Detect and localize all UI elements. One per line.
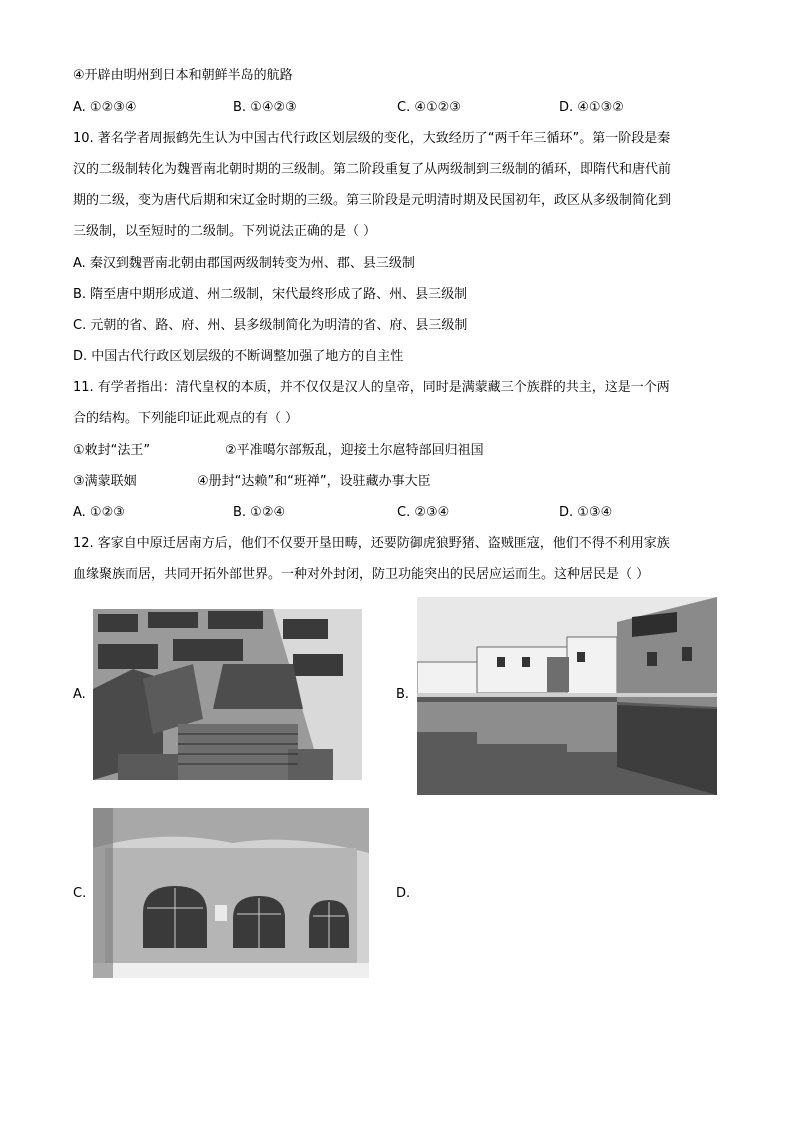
q12-stem-line-2: 血缘聚族而居，共同开拓外部世界。一种对外封闭，防卫功能突出的民居应运而生。这种居民是（ ） [73, 567, 650, 582]
q10-option-d[interactable]: D. 中国古代行政区划层级的不断调整加强了地方的自主性 [73, 349, 404, 364]
q9-option-b[interactable]: B. ①④②③ [233, 100, 297, 115]
q10-option-c[interactable]: C. 元朝的省、路、府、州、县多级制简化为明清的省、府、县三级制 [73, 318, 468, 333]
q11-stem-line-1: 11. 有学者指出：清代皇权的本质，并不仅仅是汉人的皇帝，同时是满蒙藏三个族群的共主，这是一个两 [73, 380, 670, 395]
q11-item-2: ②平准噶尔部叛乱，迎接土尔扈特部回归祖国 [225, 443, 484, 458]
q12-option-b-label[interactable]: B. [396, 687, 410, 702]
q12-option-d-label[interactable]: D. [396, 886, 411, 901]
q10-stem-line-3: 期的二级，变为唐代后期和宋辽金时期的三级。第三阶段是元明清时期及民国初年，政区从多级制简化到 [73, 193, 672, 208]
q11-option-c[interactable]: C. ②③④ [397, 505, 450, 520]
q9-option-c[interactable]: C. ④①②③ [397, 100, 461, 115]
river-village-photo [417, 597, 717, 795]
q9-option-d[interactable]: D. ④①③② [559, 100, 624, 115]
cave-dwelling-photo [93, 808, 369, 978]
q9-option-a[interactable]: A. ①②③④ [73, 100, 137, 115]
q11-option-b[interactable]: B. ①②④ [233, 505, 286, 520]
q12-option-b-image[interactable] [417, 597, 717, 795]
q10-stem-line-1: 10. 著名学者周振鹤先生认为中国古代行政区划层级的变化，大致经历了“两千年三循环”。第一阶段是秦 [73, 131, 671, 146]
q12-option-a-label[interactable]: A. [73, 687, 86, 702]
q12-option-c-label[interactable]: C. [73, 886, 87, 901]
q10-option-b[interactable]: B. 隋至唐中期形成道、州二级制，宋代最终形成了路、州、县三级制 [73, 287, 468, 302]
courtyard-houses-photo [93, 609, 362, 780]
q12-stem-line-1: 12. 客家自中原迁居南方后，他们不仅要开垦田畴，还要防御虎狼野猪、盗贼匪寇，他们不得不利用家族 [73, 536, 670, 551]
q11-option-a[interactable]: A. ①②③ [73, 505, 125, 520]
q11-option-d[interactable]: D. ①③④ [559, 505, 613, 520]
q9-item-4: ④开辟由明州到日本和朝鲜半岛的航路 [73, 68, 293, 83]
q10-stem-line-2: 汉的二级制转化为魏晋南北朝时期的三级制。第二阶段重复了从两级制到三级制的循环，即隋代和唐代前 [73, 162, 672, 177]
q12-option-c-image[interactable] [93, 808, 369, 978]
q11-item-1: ①敕封“法王” [73, 443, 151, 458]
q11-stem-line-2: 合的结构。下列能印证此观点的有（ ） [73, 411, 299, 426]
q11-item-3: ③满蒙联姻 [73, 474, 137, 489]
q10-option-a[interactable]: A. 秦汉到魏晋南北朝由郡国两级制转变为州、郡、县三级制 [73, 256, 415, 271]
q11-item-4: ④册封“达赖”和“班禅”，设驻藏办事大臣 [197, 474, 431, 489]
q10-stem-line-4: 三级制，以至短时的二级制。下列说法正确的是（ ） [73, 224, 377, 239]
q12-option-a-image[interactable] [93, 609, 362, 780]
